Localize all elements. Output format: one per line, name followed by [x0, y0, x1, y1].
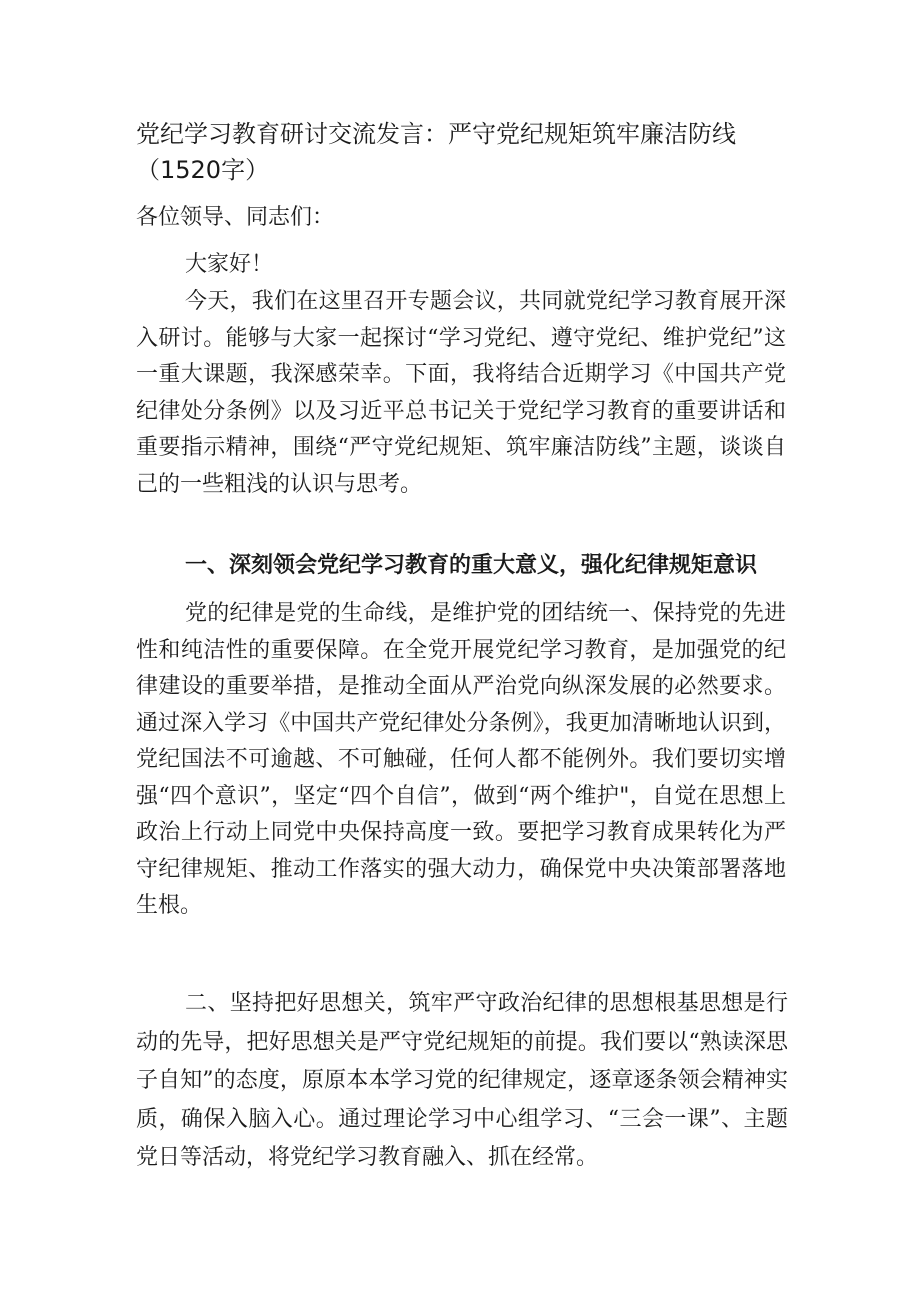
- document-title: 党纪学习教育研讨交流发言：严守党纪规矩筑牢廉洁防线（1520字）: [136, 120, 736, 184]
- section-2-paragraph: [136, 985, 788, 1178]
- greeting-line: 各位领导、同志们：: [136, 205, 335, 230]
- section-1-paragraph: 党的纪律是党的生命线，是维护党的团结统一、保持党的先进性和纯洁性的重要保障。在全党开展党纪学习教育，是加强党的纪律建设的重要举措，是推动全面从严治党向纵深发展的必然要求。通过深入学习《中国共产党纪律处分条例》，我更加清晰地认识到，党纪国法不可逾越、不可触碰，任何人都不能例外。我们要切实增强“四个意识”，坚定“四个自信”，做到“两个维护"，自觉在思想上政治上行动上同党中央保持高度一致。要把学习教育成果转化为严守纪律规矩、推动工作落实的强大动力，确保党中央决策部署落地生根。: [136, 601, 786, 918]
- intro-paragraph: 今天，我们在这里召开专题会议，共同就党纪学习教育展开深入研讨。能够与大家一起探讨“学习党纪、遵守党纪、维护党纪”这一重大课题，我深感荣幸。下面，我将结合近期学习《中国共产党纪律处分条例》以及习近平总书记关于党纪学习教育的重要讲话和重要指示精神，围绕“严守党纪规矩、筑牢廉洁防线”主题，谈谈自己的一些粗浅的认识与思考。: [136, 289, 786, 497]
- hello-line: 大家好！: [185, 252, 274, 277]
- section-2-body: 思想是行动的先导，把好思想关是严守党纪规矩的前提。我们要以“熟读深思子自知”的态度，原原本本学习党的纪律规定，逐章逐条领会精神实质，确保入脑入心。通过理论学习中心组学习、“三会一课”、主题党日等活动，将党纪学习教育融入、抓在经常。: [136, 991, 788, 1170]
- section-1-heading: 一、深刻领会党纪学习教育的重大意义，强化纪律规矩意识: [185, 553, 758, 578]
- section-2-heading: 二、坚持把好思想关，筑牢严守政治纪律的思想根基: [185, 991, 699, 1016]
